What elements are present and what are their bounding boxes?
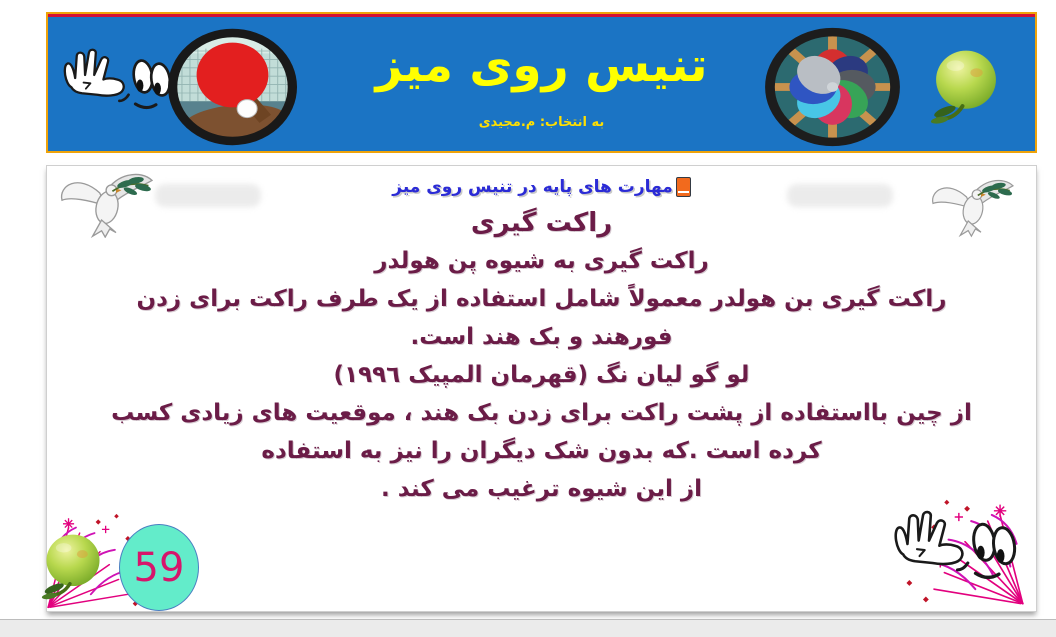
hand-wave-eyes-icon [879, 498, 1017, 590]
body-line: از چین بااستفاده از پشت راکت برای زدن بک هند ، موقعیت های زیادی کسب [111, 400, 972, 426]
page-number: 59 [133, 544, 185, 591]
bottom-status-bar [0, 619, 1056, 637]
slide-heading: مهارت های پایه در تنیس روی میز [392, 177, 673, 197]
slide-body-text [55, 204, 1028, 508]
page-number-badge [119, 524, 199, 611]
slide-content [46, 165, 1037, 612]
slide-heading-row [47, 174, 1036, 200]
body-line: راکت گیری به شیوه پن هولدر [374, 248, 709, 274]
page-title: تنیس روی میز [375, 38, 708, 93]
body-line: راکت گیری بن هولدر معمولاً شامل استفاده از یک طرف راکت برای زدن [136, 286, 947, 312]
body-line: از این شیوه ترغیب می کند . [380, 476, 703, 502]
header-top-line [48, 14, 1035, 17]
header-banner [46, 12, 1037, 153]
body-line: فورهند و بک هند است. [410, 324, 673, 350]
page-subtitle: به انتخاب: م.مجیدی [478, 115, 605, 130]
body-line: لو گو لیان نگ (قهرمان المپیک ١٩٩٦) [333, 362, 750, 388]
book-bullet-icon [676, 177, 691, 197]
body-line: راکت گیری [470, 208, 613, 238]
paddle-pinwheel-photo [763, 26, 902, 148]
apple-icon [33, 526, 113, 604]
apple-icon [922, 38, 1010, 132]
body-line: کرده است .که بدون شک دیگران را نیز به استفاده [261, 438, 822, 464]
